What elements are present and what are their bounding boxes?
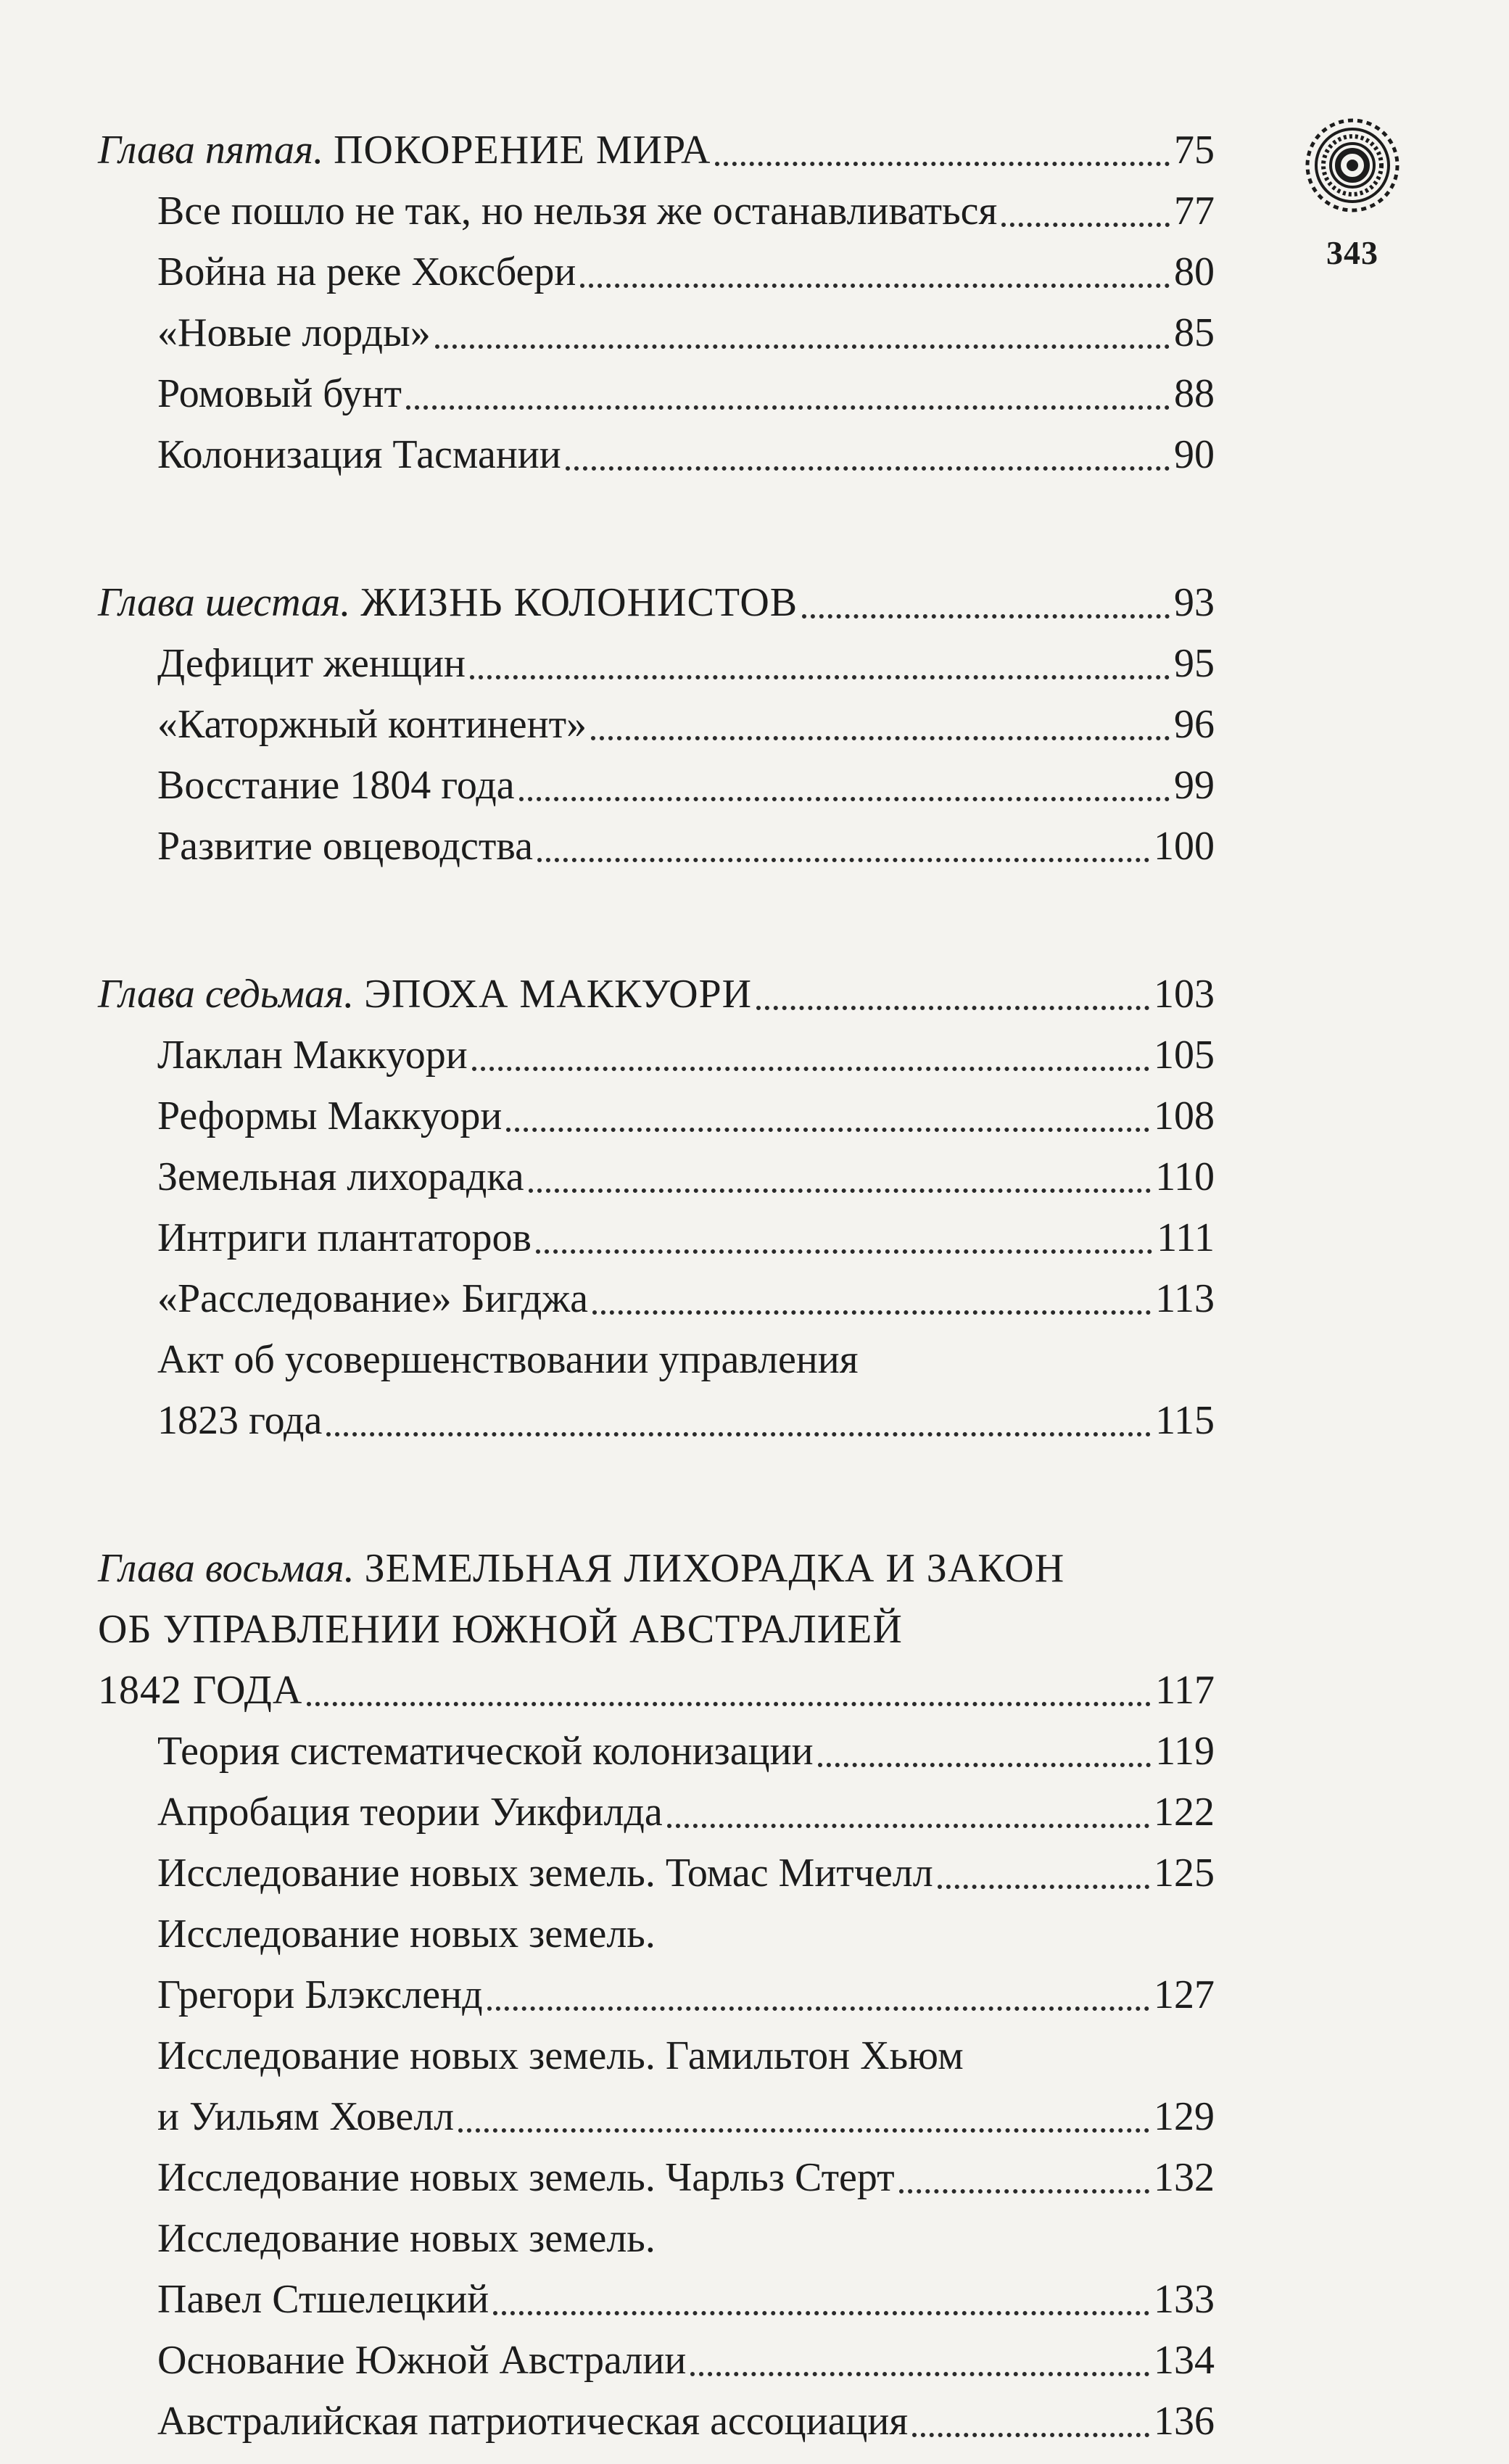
toc-entry[interactable]	[157, 1268, 1215, 1329]
toc-entry[interactable]	[157, 816, 1215, 877]
section-page: 77	[1174, 189, 1215, 233]
chapter-title: ЖИЗНЬ КОЛОНИСТОВ	[360, 580, 798, 625]
chapter-heading[interactable]	[98, 1660, 1215, 1721]
section-page: 115	[1155, 1398, 1215, 1443]
section-title: Грегори Блэксленд	[157, 1972, 483, 2017]
section-page: 105	[1154, 1033, 1215, 1078]
dot-leader	[506, 1128, 1149, 1132]
dot-leader	[406, 405, 1170, 410]
chapter-heading[interactable]	[98, 572, 1215, 633]
section-title: 1823 года	[157, 1398, 323, 1443]
chapter-title: 1842 ГОДА	[98, 1668, 303, 1713]
chapter-prefix: Глава седьмая.	[98, 972, 355, 1017]
section-page: 125	[1154, 1851, 1215, 1895]
dot-leader	[592, 1310, 1151, 1315]
section-title: «Новые лорды»	[157, 310, 431, 355]
dot-leader	[580, 284, 1170, 288]
dot-leader	[458, 2128, 1149, 2133]
section-title: Ромовый бунт	[157, 371, 402, 416]
section-title: Дефицит женщин	[157, 641, 466, 686]
section-page: 113	[1155, 1276, 1215, 1321]
dot-leader	[899, 2189, 1149, 2194]
section-title: Лаклан Маккуори	[157, 1033, 468, 1078]
toc-entry[interactable]	[157, 424, 1215, 485]
chapter-page: 75	[1174, 128, 1215, 173]
dot-leader	[487, 2006, 1149, 2011]
toc-entry[interactable]	[157, 1721, 1215, 1782]
section-title: Земельная лихорадка	[157, 1154, 524, 1199]
section-title: Интриги плантаторов	[157, 1215, 532, 1260]
section-page: 134	[1154, 2338, 1215, 2383]
section-title: Исследование новых земель. Томас Митчелл	[157, 1851, 933, 1895]
section-page: 136	[1154, 2399, 1215, 2444]
section-title: Исследование новых земель. Чарльз Стерт	[157, 2155, 895, 2200]
section-page: 122	[1154, 1790, 1215, 1835]
section-page: 96	[1174, 702, 1215, 747]
chapter-7	[98, 964, 1215, 1451]
chapter-5	[98, 120, 1215, 485]
chapter-heading[interactable]	[98, 964, 1215, 1025]
section-title: Реформы Маккуори	[157, 1093, 503, 1138]
dot-leader	[756, 1006, 1149, 1010]
dot-leader	[472, 1067, 1149, 1071]
dot-leader	[818, 1763, 1152, 1767]
toc-entry[interactable]	[157, 2269, 1215, 2330]
section-title-line[interactable]: Исследование новых земель. Гамильтон Хьюм	[157, 2033, 964, 2078]
dot-leader	[690, 2372, 1149, 2376]
section-page: 95	[1174, 641, 1215, 686]
toc-entry[interactable]	[157, 2147, 1215, 2208]
section-page: 88	[1174, 371, 1215, 416]
toc-entry[interactable]	[157, 1207, 1215, 1268]
chapter-title: ЭПОХА МАККУОРИ	[364, 972, 753, 1017]
section-page: 99	[1174, 763, 1215, 808]
dot-leader	[667, 1824, 1149, 1828]
toc-entry[interactable]	[157, 302, 1215, 363]
dot-leader	[802, 614, 1170, 619]
dot-leader	[591, 736, 1170, 740]
chapter-title-line: ЗЕМЕЛЬНАЯ ЛИХОРАДКА И ЗАКОН	[364, 1546, 1065, 1591]
toc-entry[interactable]	[157, 2086, 1215, 2147]
dot-leader	[529, 1188, 1151, 1193]
section-page: 127	[1154, 1972, 1215, 2017]
toc-entry[interactable]	[157, 241, 1215, 302]
chapter-prefix: Глава шестая.	[98, 580, 351, 625]
toc-entry[interactable]	[157, 633, 1215, 694]
page-number: 343	[1326, 234, 1378, 271]
dot-leader	[493, 2311, 1149, 2315]
section-title: Основание Южной Австралии	[157, 2338, 687, 2383]
ornament-icon	[1302, 115, 1403, 216]
toc-entry[interactable]	[157, 755, 1215, 816]
toc-entry[interactable]	[157, 1086, 1215, 1146]
toc-entry[interactable]	[157, 1843, 1215, 1903]
table-of-contents	[98, 120, 1215, 2452]
section-title: «Каторжный континент»	[157, 702, 587, 747]
section-title: Теория систематической колонизации	[157, 1729, 814, 1774]
dot-leader	[537, 858, 1149, 862]
toc-entry[interactable]	[157, 1146, 1215, 1207]
dot-leader	[536, 1249, 1152, 1254]
toc-entry[interactable]	[157, 363, 1215, 424]
chapter-prefix: Глава пятая.	[98, 128, 324, 173]
toc-entry[interactable]	[157, 181, 1215, 241]
chapter-page: 93	[1174, 580, 1215, 625]
section-page: 111	[1157, 1215, 1215, 1260]
dot-leader	[519, 797, 1170, 801]
chapter-title-line[interactable]: ОБ УПРАВЛЕНИИ ЮЖНОЙ АВСТРАЛИЕЙ	[98, 1607, 903, 1652]
dot-leader	[566, 466, 1170, 471]
chapter-heading[interactable]	[98, 120, 1215, 181]
dot-leader	[715, 162, 1170, 166]
section-title: и Уильям Ховелл	[157, 2094, 455, 2139]
toc-entry[interactable]	[157, 1390, 1215, 1451]
toc-entry[interactable]	[157, 1964, 1215, 2025]
toc-entry[interactable]	[157, 2330, 1215, 2391]
section-page: 132	[1154, 2155, 1215, 2200]
section-page: 129	[1154, 2094, 1215, 2139]
section-title-line[interactable]: Исследование новых земель.	[157, 2216, 656, 2261]
dot-leader	[938, 1885, 1149, 1889]
section-page: 110	[1155, 1154, 1215, 1199]
toc-entry[interactable]	[157, 1025, 1215, 1086]
chapter-prefix: Глава восьмая.	[98, 1546, 355, 1591]
section-page: 108	[1154, 1093, 1215, 1138]
chapter-page: 117	[1155, 1668, 1215, 1713]
section-title: Павел Стшелецкий	[157, 2277, 489, 2322]
toc-entry[interactable]	[157, 1782, 1215, 1843]
dot-leader	[307, 1702, 1151, 1706]
section-title-line[interactable]: Акт об усовершенствовании управления	[157, 1337, 859, 1382]
chapter-page: 103	[1154, 972, 1215, 1017]
section-title: «Расследование» Бигджа	[157, 1276, 588, 1321]
chapter-title: ПОКОРЕНИЕ МИРА	[334, 128, 711, 173]
section-page: 80	[1174, 249, 1215, 294]
section-page: 85	[1174, 310, 1215, 355]
dot-leader	[326, 1432, 1151, 1436]
dot-leader	[912, 2433, 1149, 2437]
toc-entry[interactable]	[157, 694, 1215, 755]
chapter-8	[98, 1538, 1215, 2452]
section-title: Все пошло не так, но нельзя же останавливаться	[157, 189, 998, 233]
toc-entry[interactable]	[157, 2391, 1215, 2452]
section-title: Колонизация Тасмании	[157, 432, 561, 477]
section-title-line[interactable]: Исследование новых земель.	[157, 1911, 656, 1956]
section-page: 119	[1155, 1729, 1215, 1774]
section-page: 133	[1154, 2277, 1215, 2322]
section-title: Восстание 1804 года	[157, 763, 515, 808]
section-title: Развитие овцеводства	[157, 824, 533, 869]
chapter-6	[98, 572, 1215, 877]
section-page: 100	[1154, 824, 1215, 869]
section-title: Апробация теории Уикфилда	[157, 1790, 663, 1835]
chapter-heading-line[interactable]	[98, 1538, 1215, 1599]
section-page: 90	[1174, 432, 1215, 477]
section-title: Австралийская патриотическая ассоциация	[157, 2399, 909, 2444]
dot-leader	[1001, 223, 1170, 227]
section-title: Война на реке Хоксбери	[157, 249, 576, 294]
dot-leader	[470, 675, 1170, 679]
dot-leader	[435, 344, 1170, 349]
